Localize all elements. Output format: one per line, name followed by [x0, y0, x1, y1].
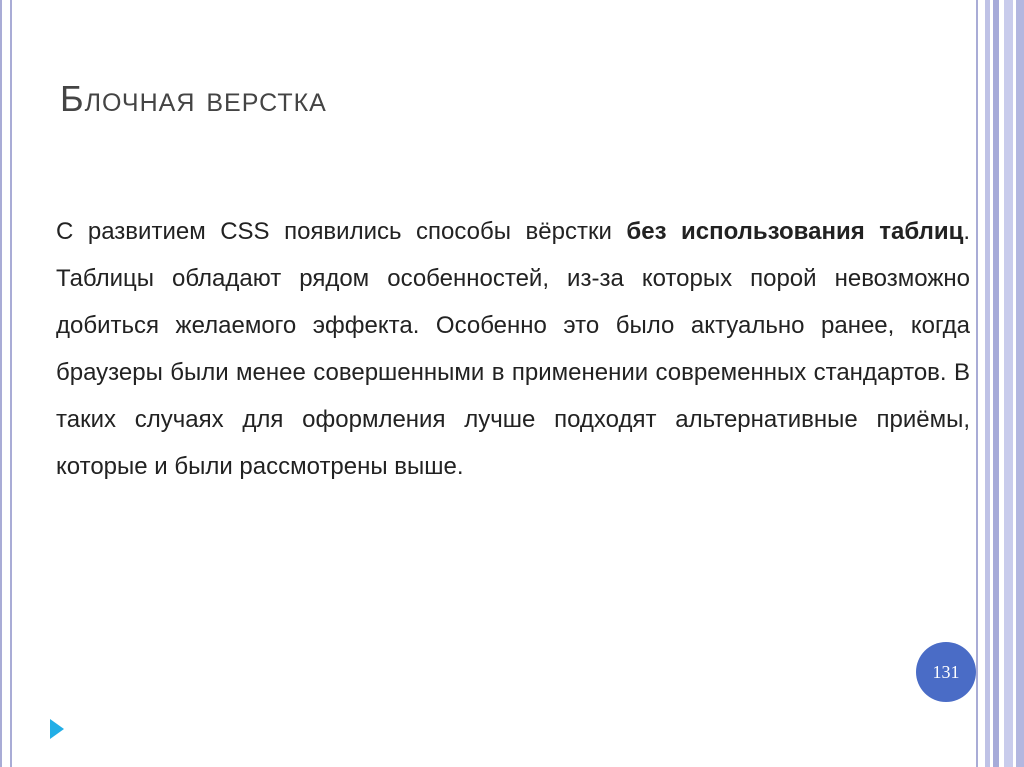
stripe [1016, 0, 1024, 767]
page-number-badge [916, 642, 976, 702]
page-number: 131 [932, 661, 960, 682]
slide-title: Блочная верстка [60, 78, 327, 119]
slide-body-text [56, 208, 970, 490]
body-emphasis: без использования таблиц [626, 218, 964, 245]
right-decorative-stripes [976, 0, 1024, 767]
triangle-right-icon[interactable] [50, 719, 64, 739]
stripe [976, 0, 978, 767]
stripe [993, 0, 999, 767]
stripe [1004, 0, 1013, 767]
body-rest: . Таблицы обладают рядом особенностей, из-за которых порой невозможно добиться желаемого эффекта. Особенно это было актуально ранее, когда браузеры были менее совершенными в применении современных стандартов. В таких случаях для оформления лучше подходят альтернативные приёмы, которые и были рассмотрены выше. [56, 218, 970, 480]
left-frame-border [0, 0, 12, 767]
stripe [985, 0, 990, 767]
body-intro: С развитием CSS появились способы вёрстки [56, 218, 627, 245]
